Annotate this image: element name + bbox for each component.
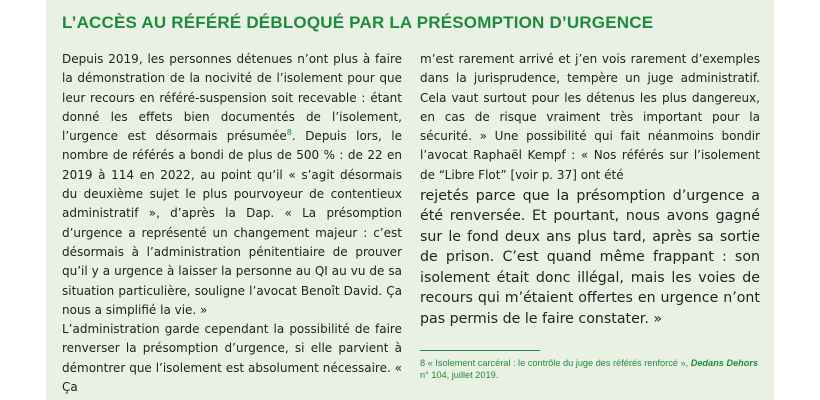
footnote-rule: [420, 350, 540, 351]
right-column: [420, 50, 760, 329]
footnote-number: 8: [420, 358, 426, 368]
paragraph-3-text: m’est rarement arrivé et j’en vois rarement d’exemples dans la jurisprudence, tempère un juge administratif. Cela vaut surtout pour les détenus les plus dangereux, en cas de risque vraiment très important pour la sécurité. » Une possibilité qui fait néanmoins bondir l’avocat Raphaël Kempf : « Nos référés sur l’isolement de “Libre Flot” [voir p. 37] ont été: [420, 52, 760, 182]
paragraph-2: L’administration garde cependant la possibilité de faire renverser la présomption d’urgence, si elle parvient à démontrer que l’isolement est absolument nécessaire. « Ça: [62, 322, 402, 395]
left-column: [62, 50, 402, 397]
pull-quote-text: rejetés parce que la présomption d’urgence a été renversée. Et pourtant, nous avons gagné sur le fond deux ans plus tard, après sa sortie de prison. C’est quand même frappant : son isolement était donc illégal, mais les voies de recours qui m’étaient offertes en urgence n’ont pas permis de le faire constater. »: [420, 188, 760, 327]
footnote-source: Dedans Dehors: [690, 358, 759, 368]
paragraph-1-text-b: . Depuis lors, le nombre de référés a bondi de plus de 500 % : de 22 en 2019 à 114 en 2022, au point qu’il « s’agit désormais du deuxième sujet le plus pourvoyeur de contentieux administratif », d’après la Dap. « La présomption d’urgence a représenté un changement majeur : c’est désormais à l’administration pénitentiaire de prouver qu’il y a urgence à laisser la personne au QI au vu de sa situation particulière, souligne l’avocat Benoît David. Ça nous a simplifié la vie. »: [62, 129, 402, 317]
paragraph-1-text-a: Depuis 2019, les personnes détenues n’ont plus à faire la démonstration de la nocivité de l’isolement pour que leur recours en référé-suspension soit recevable : étant donné les effets bien documentés de l’isolement, l’urgence est désormais présumée: [62, 52, 402, 144]
footnote-text: « Isolement carcéral : le contrôle du juge des référés renforcé »,: [425, 358, 691, 368]
footnote: [420, 357, 760, 381]
footnote-reference[interactable]: 8: [286, 128, 292, 138]
paragraph-1: [62, 50, 402, 320]
paragraph-3: [420, 50, 760, 329]
footnote-tail: n° 104, juillet 2019.: [420, 370, 499, 380]
section-title: L’ACCÈS AU RÉFÉRÉ DÉBLOQUÉ PAR LA PRÉSOMPTION D’URGENCE: [62, 13, 654, 32]
